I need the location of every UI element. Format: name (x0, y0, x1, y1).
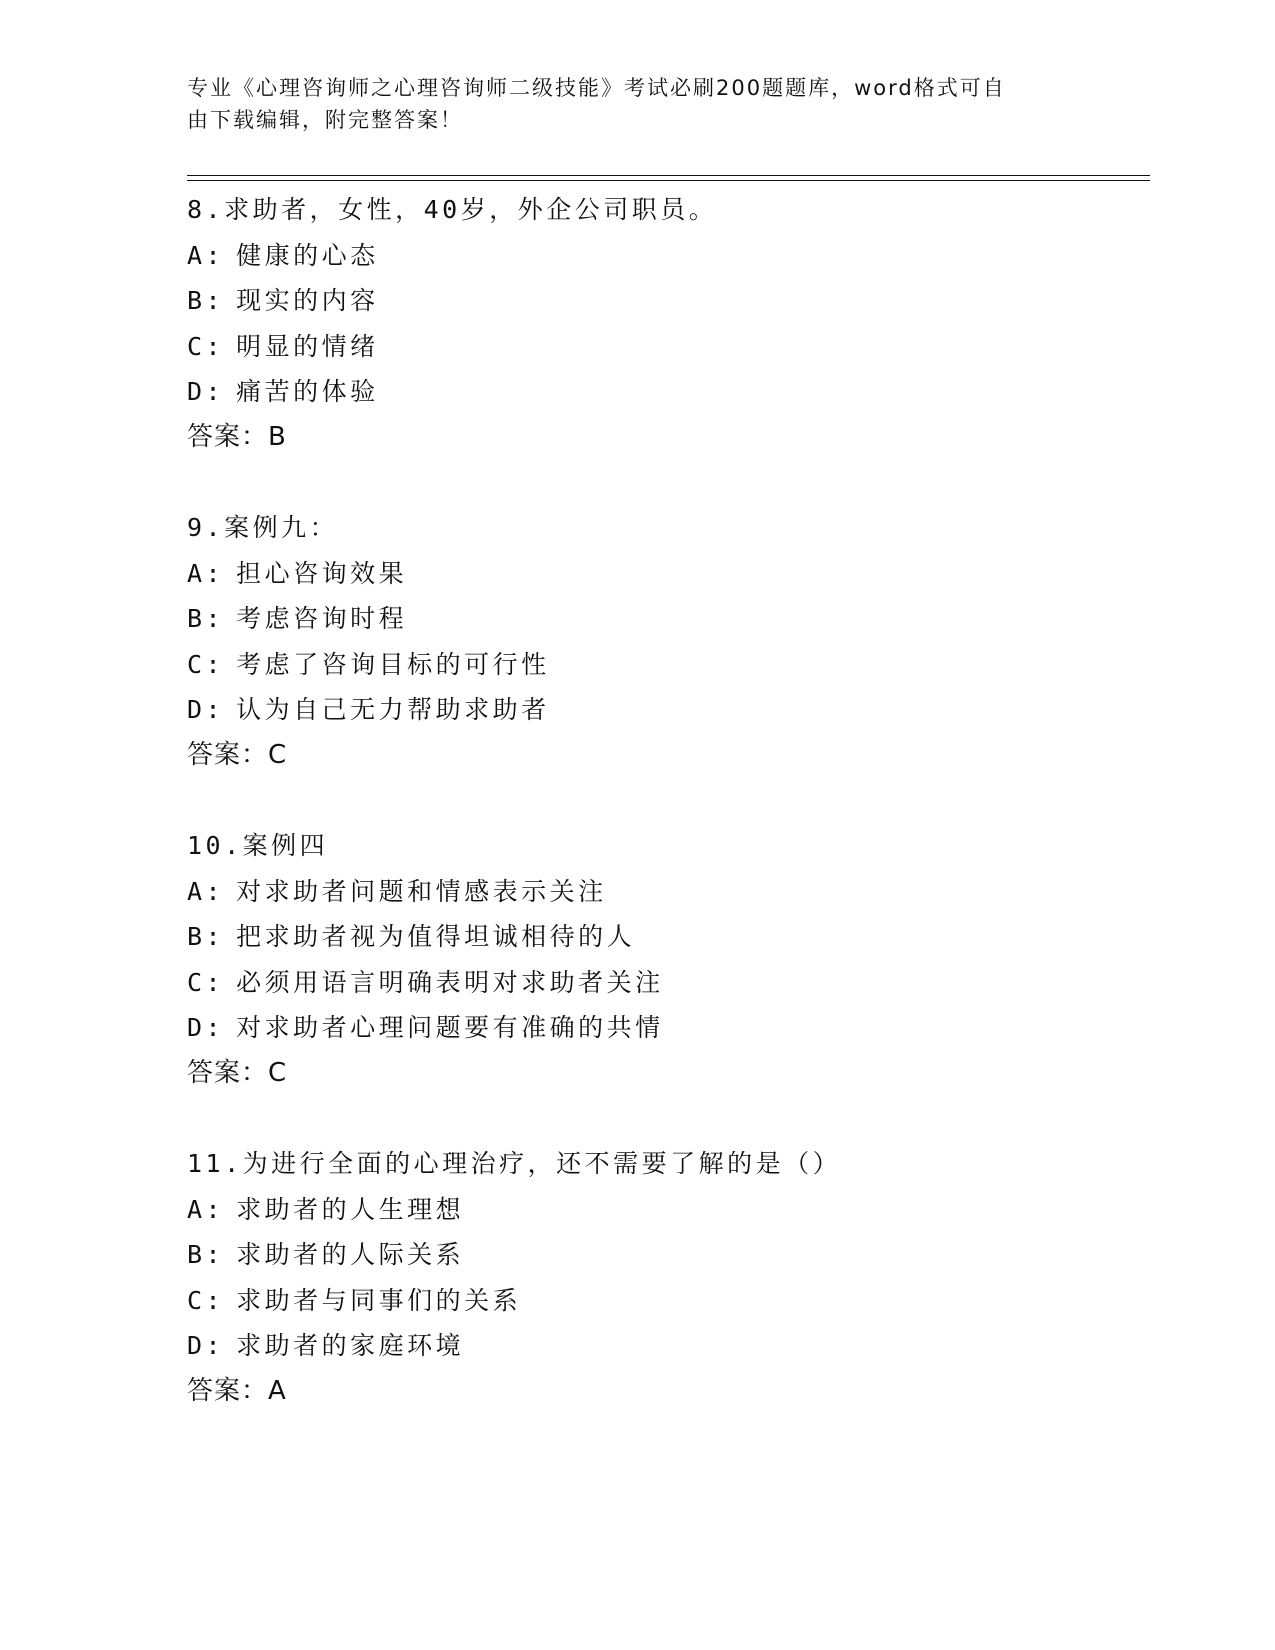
option-c (187, 324, 1150, 370)
option-d (187, 687, 1150, 733)
option-c (187, 642, 1150, 688)
option-text: 认为自己无力帮助求助者 (236, 695, 550, 724)
option-label: C: (187, 967, 225, 997)
option-a (187, 233, 1150, 279)
option-label: C: (187, 331, 225, 361)
option-c (187, 960, 1150, 1006)
question-8 (187, 187, 1150, 460)
option-text: 必须用语言明确表明对求助者关注 (236, 967, 664, 997)
option-text: 考虑咨询时程 (236, 604, 408, 633)
option-text: 健康的心态 (236, 240, 379, 270)
option-label: D: (187, 377, 225, 406)
option-d (187, 369, 1150, 415)
answer-line: 答案：C (187, 1057, 288, 1088)
option-text: 考虑了咨询目标的可行性 (236, 649, 550, 679)
option-text: 求助者的人生理想 (236, 1194, 465, 1224)
option-label: C: (187, 1285, 225, 1315)
option-b (187, 596, 1150, 642)
option-label: B: (187, 604, 225, 633)
question-stem: 9.案例九： (187, 513, 339, 542)
question-stem: 11.为进行全面的心理治疗，还不需要了解的是（） (187, 1149, 842, 1178)
option-text: 求助者与同事们的关系 (236, 1285, 522, 1315)
option-text: 求助者的人际关系 (236, 1240, 465, 1269)
option-label: B: (187, 1240, 225, 1269)
question-stem: 10.案例四 (187, 831, 329, 860)
header-divider (187, 175, 1150, 181)
option-a (187, 869, 1150, 915)
question-10 (187, 823, 1150, 1096)
option-b (187, 914, 1150, 960)
option-text: 明显的情绪 (236, 331, 379, 361)
header-line-1: 专业《心理咨询师之心理咨询师二级技能》考试必刷200题题库，word格式可自 (187, 76, 1006, 100)
option-label: C: (187, 649, 225, 679)
option-text: 对求助者问题和情感表示关注 (236, 876, 607, 906)
option-text: 担心咨询效果 (236, 558, 408, 588)
question-stem: 8.求助者，女性，40岁，外企公司职员。 (187, 195, 718, 224)
option-text: 现实的内容 (236, 286, 379, 315)
option-text: 痛苦的体验 (236, 377, 379, 406)
document-header (187, 72, 1067, 136)
option-c (187, 1278, 1150, 1324)
option-b (187, 1232, 1150, 1278)
question-11 (187, 1141, 1150, 1414)
option-a (187, 1187, 1150, 1233)
option-label: D: (187, 1331, 225, 1360)
option-label: A: (187, 240, 225, 270)
option-d (187, 1323, 1150, 1369)
option-text: 求助者的家庭环境 (236, 1331, 465, 1360)
answer-line: 答案：C (187, 739, 288, 770)
option-text: 把求助者视为值得坦诚相待的人 (236, 922, 636, 951)
option-label: D: (187, 1013, 225, 1042)
header-line-2: 由下载编辑，附完整答案！ (187, 108, 463, 132)
option-label: B: (187, 286, 225, 315)
option-label: A: (187, 558, 225, 588)
option-a (187, 551, 1150, 597)
option-label: D: (187, 695, 225, 724)
option-label: A: (187, 1194, 225, 1224)
option-text: 对求助者心理问题要有准确的共情 (236, 1013, 664, 1042)
question-list (187, 187, 1150, 1459)
option-b (187, 278, 1150, 324)
option-label: B: (187, 922, 225, 951)
answer-line: 答案：B (187, 421, 287, 452)
question-9 (187, 505, 1150, 778)
option-label: A: (187, 876, 225, 906)
option-d (187, 1005, 1150, 1051)
answer-line: 答案：A (187, 1375, 287, 1406)
